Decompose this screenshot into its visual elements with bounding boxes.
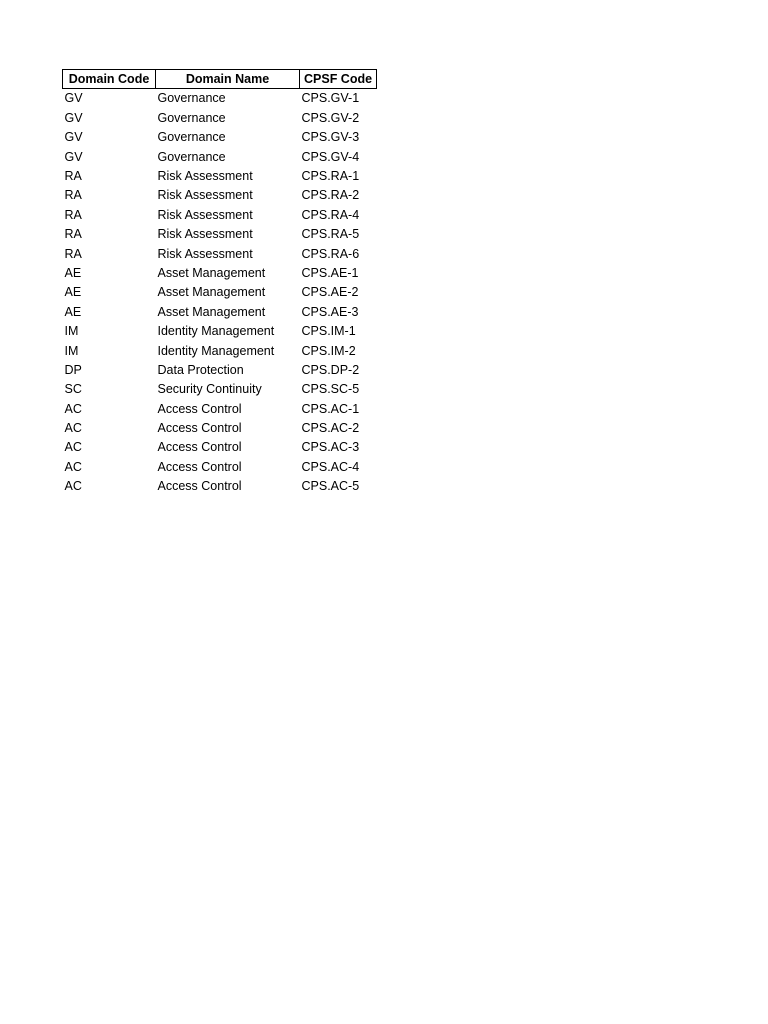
header-cpsf-code: CPSF Code [300,70,377,89]
table-row [63,244,377,263]
cpsf-code-cell: CPS.AE-2 [301,285,359,300]
cpsf-code-cell: CPS.RA-1 [301,169,360,183]
domain-name-cell: Security Continuity [157,382,262,397]
table-header [63,70,377,89]
domain-code-cell: AC [64,459,82,474]
domain-name-cell: Risk Assessment [157,207,253,222]
domain-name-cell: Identity Management [157,343,275,358]
header-row [63,70,377,89]
table-row [63,147,377,166]
domain-code-cell: IM [64,324,79,339]
domain-name-cell: Data Protection [157,362,244,377]
domain-name-cell: Governance [157,110,226,125]
cpsf-code-cell: CPS.RA-5 [301,227,360,242]
domain-code-cell: DP [64,362,82,377]
domain-code-cell: AC [64,421,82,436]
domain-name-cell: Access Control [157,479,242,494]
domain-table [62,69,377,496]
table-row [63,380,377,399]
table-row [63,399,377,418]
domain-name-cell: Risk Assessment [157,169,253,183]
domain-name-cell: Access Control [157,459,242,474]
domain-code-cell: AE [64,285,82,300]
domain-code-cell: GV [64,149,83,164]
domain-name-cell: Risk Assessment [157,188,253,203]
domain-name-cell: Asset Management [157,265,266,280]
table-row [63,302,377,321]
cpsf-code-cell: CPS.RA-6 [301,246,360,261]
cpsf-code-cell: CPS.AC-1 [301,401,360,416]
table-row [63,457,377,476]
domain-code-cell: RA [64,227,82,242]
domain-name-cell: Governance [157,130,226,145]
domain-code-cell: RA [64,207,82,222]
table-row [63,264,377,283]
table-row [63,186,377,205]
table-row [63,283,377,302]
table-row [63,360,377,379]
cpsf-code-cell: CPS.RA-4 [301,207,360,222]
cpsf-code-cell: CPS.AC-3 [301,440,360,455]
table-row [63,108,377,127]
domain-code-cell: AE [64,265,82,280]
table-row [63,322,377,341]
domain-name-cell: Identity Management [157,324,275,339]
domain-name-cell: Governance [157,149,226,164]
table-row [63,341,377,360]
cpsf-code-cell: CPS.AC-2 [301,421,360,436]
table-row [63,128,377,147]
domain-name-cell: Access Control [157,440,242,455]
cpsf-code-cell: CPS.AC-4 [301,459,360,474]
domain-name-cell: Access Control [157,421,242,436]
cpsf-code-cell: CPS.GV-3 [301,130,360,145]
domain-code-cell: RA [64,169,82,183]
cpsf-code-cell: CPS.AE-1 [301,265,359,280]
domain-name-cell: Asset Management [157,304,266,319]
cpsf-code-cell: CPS.SC-5 [301,382,360,397]
table-body [63,89,377,497]
domain-code-cell: GV [64,130,83,145]
spreadsheet-area [62,69,377,496]
cpsf-code-cell: CPS.RA-2 [301,188,360,203]
table-row [63,225,377,244]
cpsf-code-cell: CPS.AE-3 [301,304,359,319]
domain-code-cell: AC [64,479,82,494]
table-row [63,89,377,109]
table-row [63,477,377,496]
cpsf-code-cell: CPS.GV-1 [301,91,360,106]
domain-code-cell: GV [64,110,83,125]
domain-code-cell: AC [64,401,82,416]
cpsf-code-cell: CPS.IM-1 [301,324,356,339]
header-domain-name: Domain Name [156,70,300,89]
domain-code-cell: SC [64,382,82,397]
header-domain-code: Domain Code [63,70,156,89]
domain-name-cell: Asset Management [157,285,266,300]
cpsf-code-cell: CPS.DP-2 [301,362,360,377]
domain-code-cell: IM [64,343,79,358]
domain-code-cell: AE [64,304,82,319]
table-row [63,419,377,438]
cpsf-code-cell: CPS.GV-4 [301,149,360,164]
domain-name-cell: Risk Assessment [157,227,253,242]
cpsf-code-cell: CPS.GV-2 [301,110,360,125]
cpsf-code-cell: CPS.AC-5 [301,479,360,494]
cpsf-code-cell: CPS.IM-2 [301,343,356,358]
table-row [63,167,377,186]
table-row [63,438,377,457]
domain-name-cell: Governance [157,91,226,106]
domain-code-cell: GV [64,91,83,106]
domain-code-cell: RA [64,246,82,261]
domain-name-cell: Risk Assessment [157,246,253,261]
domain-name-cell: Access Control [157,401,242,416]
domain-code-cell: AC [64,440,82,455]
table-row [63,205,377,224]
domain-code-cell: RA [64,188,82,203]
